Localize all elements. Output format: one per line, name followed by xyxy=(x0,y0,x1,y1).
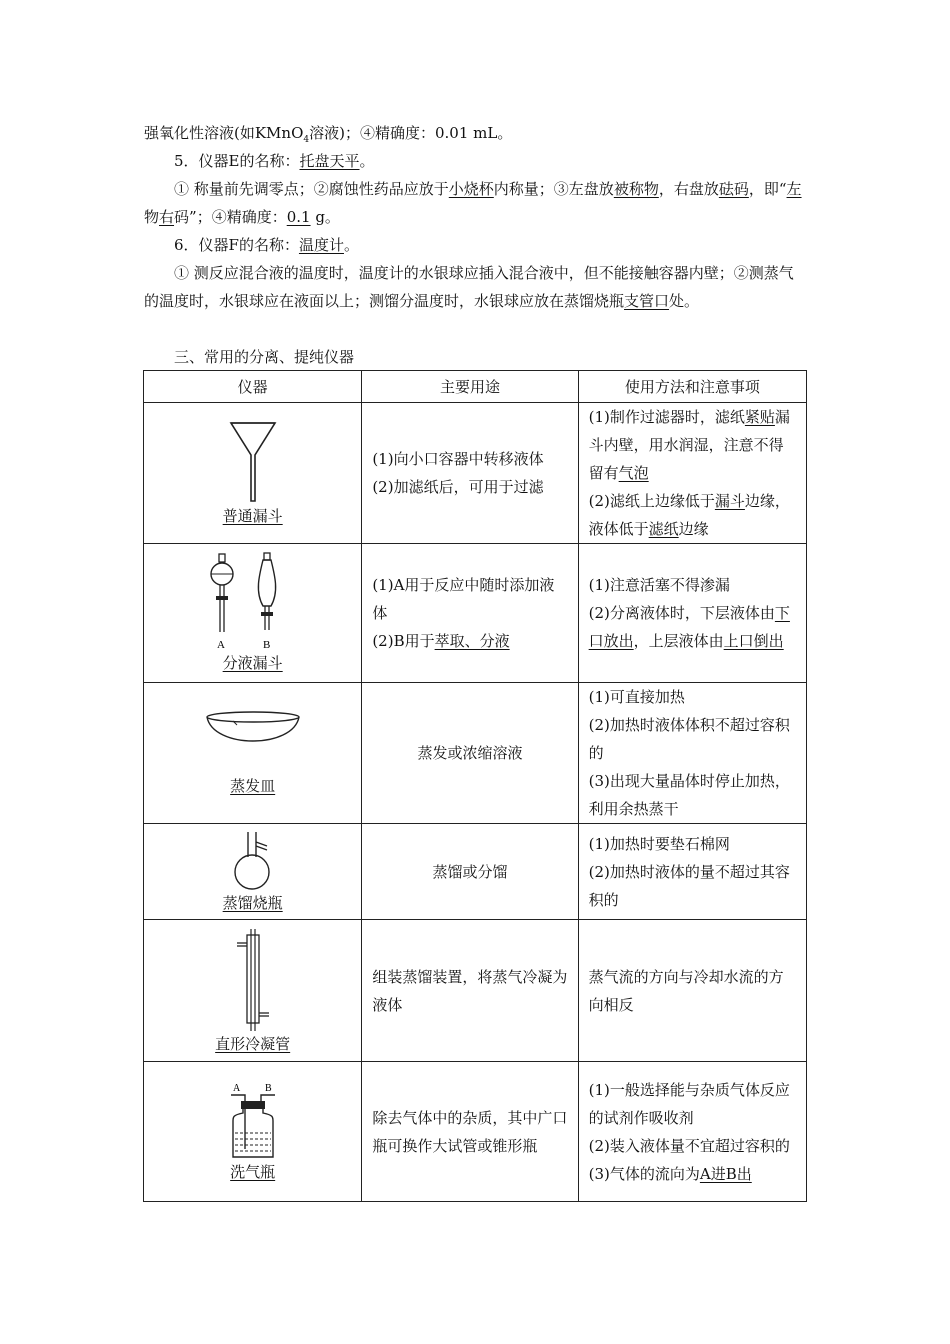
evaporating-dish-icon xyxy=(203,709,303,761)
notes-cell xyxy=(578,544,806,683)
use-line: (1)向小口容器中转移液体 xyxy=(372,450,544,468)
funnel-icon xyxy=(223,419,283,505)
answer-tuopantianping: 托盘天平 xyxy=(299,152,360,170)
table-row xyxy=(144,1062,807,1202)
instrument-name: 普通漏斗 xyxy=(222,507,283,525)
note-line: (1)加热时要垫石棉网 xyxy=(588,834,730,853)
note-line: (1)一般选择能与杂质气体反应的试剂作吸收剂 xyxy=(588,1080,790,1127)
note-line: (1)制作过滤器时，滤纸紧贴漏斗内壁，用水润湿，注意不得留有气泡 xyxy=(588,408,790,482)
answer-wenduji: 温度计 xyxy=(298,236,344,254)
separation-instruments-table xyxy=(143,370,807,1202)
notes-cell xyxy=(578,683,806,824)
note-line: (3)出现大量晶体时停止加热，利用余热蒸干 xyxy=(588,772,790,818)
instrument-name: 蒸馏烧瓶 xyxy=(222,893,283,912)
header-usage-notes: 使用方法和注意事项 xyxy=(578,371,806,403)
label-a: A xyxy=(216,639,225,651)
table-row xyxy=(144,544,807,683)
use-cell xyxy=(362,403,578,544)
use-cell: 除去气体中的杂质，其中广口瓶可换作大试管或锥形瓶 xyxy=(362,1062,578,1202)
use-cell xyxy=(362,544,578,683)
intro-line-1: 强氧化性溶液(如KMnO$_4$溶液)；④精确度：0.01 mL。 xyxy=(144,124,513,145)
table-row xyxy=(144,403,807,544)
note-line: (1)可直接加热 xyxy=(588,688,685,706)
item-6-title: 6．仪器F的名称：温度计。 xyxy=(174,236,359,254)
use-line: (2)加滤纸后，可用于过滤 xyxy=(372,478,544,496)
separatory-funnel-icon xyxy=(203,552,303,652)
use-cell: 蒸发或浓缩溶液 xyxy=(362,683,578,824)
use-cell: 蒸馏或分馏 xyxy=(362,824,578,920)
instrument-cell xyxy=(144,1062,362,1202)
instrument-cell xyxy=(144,403,362,544)
instrument-name: 直形冷凝管 xyxy=(215,1034,291,1053)
note-line: (2)装入液体量不宜超过容积的 xyxy=(588,1136,790,1155)
notes-cell: 蒸气流的方向与冷却水流的方向相反 xyxy=(578,920,806,1062)
condenser-icon xyxy=(233,927,273,1033)
instrument-name: 分液漏斗 xyxy=(222,654,283,672)
note-line: (2)加热时液体的量不超过其容积的 xyxy=(588,862,790,909)
instrument-name: 蒸发皿 xyxy=(230,777,276,795)
table-header-row xyxy=(144,371,807,403)
use-cell: 组装蒸馏装置，将蒸气冷凝为液体 xyxy=(362,920,578,1062)
header-instrument: 仪器 xyxy=(144,371,362,403)
table-row xyxy=(144,920,807,1062)
note-line: (2)加热时液体体积不超过容积的 xyxy=(588,716,790,762)
section-3-heading: 三、常用的分离、提纯仪器 xyxy=(174,348,355,366)
item-6-detail: ① 测反应混合液的温度时，温度计的水银球应插入混合液中，但不能接触容器内壁；②测蒸气的温度时，水银球应在液面以上；测馏分温度时，水银球应放在蒸馏烧瓶支管口处。 xyxy=(144,264,794,310)
label-b: B xyxy=(264,1082,272,1094)
notes-cell xyxy=(578,1062,806,1202)
use-line: (1)A用于反应中随时添加液体 xyxy=(372,576,555,622)
label-a: A xyxy=(232,1082,240,1094)
header-main-use: 主要用途 xyxy=(362,371,578,403)
distillation-flask-icon xyxy=(223,830,283,892)
gas-washing-bottle-icon xyxy=(223,1081,283,1161)
table-row xyxy=(144,683,807,824)
item-5-title: 5．仪器E的名称：托盘天平。 xyxy=(174,152,375,170)
note-line: (3)气体的流向为A进B出 xyxy=(588,1164,752,1183)
item-5-detail: ① 称量前先调零点；②腐蚀性药品应放于小烧杯内称量；③左盘放被称物，右盘放砝码，即“左物右码”；④精确度：0.1 g。 xyxy=(144,180,802,226)
instrument-cell xyxy=(144,824,362,920)
table-row xyxy=(144,824,807,920)
label-b: B xyxy=(262,639,270,651)
instrument-cell xyxy=(144,920,362,1062)
notes-cell xyxy=(578,824,806,920)
instrument-name: 洗气瓶 xyxy=(230,1162,276,1181)
note-line: (2)滤纸上边缘低于漏斗边缘，液体低于滤纸边缘 xyxy=(588,492,790,538)
note-line: (1)注意活塞不得渗漏 xyxy=(588,576,730,594)
instrument-cell xyxy=(144,544,362,683)
use-line: (2)B用于萃取、分液 xyxy=(372,632,510,650)
note-line: (2)分离液体时，下层液体由下口放出，上层液体由上口倒出 xyxy=(588,604,790,650)
instrument-cell xyxy=(144,683,362,824)
notes-cell xyxy=(578,403,806,544)
